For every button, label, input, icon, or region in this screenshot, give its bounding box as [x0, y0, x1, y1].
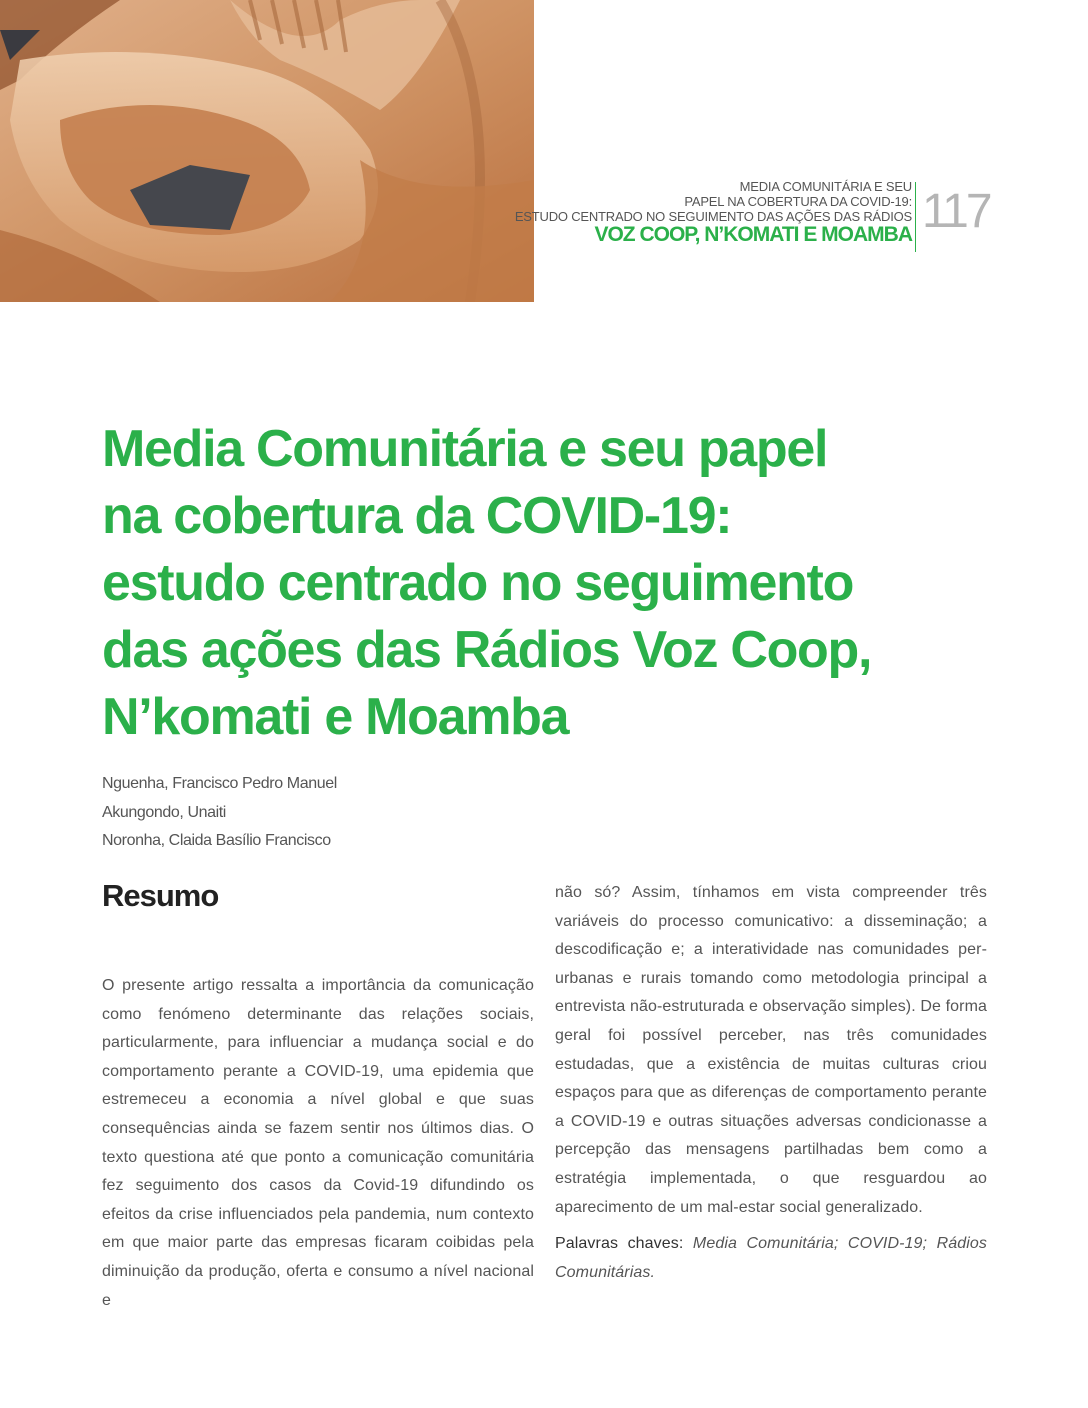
- running-head-line-1: MEDIA COMUNITÁRIA E SEU: [739, 179, 912, 194]
- keywords-label: Palavras chaves:: [555, 1235, 684, 1253]
- title-line-5: N’komati e Moamba: [102, 688, 569, 746]
- author-name: Noronha, Claida Basílio Francisco: [102, 832, 331, 849]
- title-line-2: na cobertura da COVID-19:: [102, 487, 732, 545]
- abstract-column-right: [555, 879, 987, 1287]
- keywords-values: Media Comunitária; COVID-19; Rádios Comunitárias.: [555, 1235, 987, 1281]
- title-line-4: das ações das Rádios Voz Coop,: [102, 621, 872, 679]
- keywords-line: [555, 1230, 987, 1287]
- running-head-highlight: VOZ COOP, N’KOMATI E MOAMBA: [594, 223, 912, 246]
- article-title: [102, 416, 1002, 751]
- running-head-divider: [915, 182, 916, 252]
- abstract-paragraph-left: O presente artigo ressalta a importância da comunicação como fenómeno determinante das relações sociais, particularmente, para influenciar a mudança social e do comportamento perante a COVID-19, uma epidemia que estremeceu a economia a nível global e que suas consequências ainda se fazem sentir nos últimos dias. O texto questiona até que ponto a comunicação comunitária fez seguimento dos casos da Covid-19 difundindo os efeitos da crise influenciados pela pandemia, num contexto em que maior parte das empresas ficaram coibidas pela diminuição da produção, oferta e consumo a nível nacional e: [102, 977, 534, 1309]
- author-name: Akungondo, Unaiti: [102, 803, 226, 821]
- abstract-heading: Resumo: [102, 878, 219, 913]
- author-list: [102, 770, 337, 856]
- cover-artwork-image: [0, 0, 534, 302]
- running-head: [352, 179, 912, 246]
- abstract-column-left: [102, 972, 534, 1315]
- running-head-line-3: ESTUDO CENTRADO NO SEGUIMENTO DAS AÇÕES DAS RÁDIOS: [514, 209, 912, 224]
- title-line-1: Media Comunitária e seu papel: [102, 420, 828, 478]
- running-head-line-2: PAPEL NA COBERTURA DA COVID-19:: [684, 194, 912, 209]
- abstract-paragraph-right: não só? Assim, tínhamos em vista compreender três variáveis do processo comunicativo: a disseminação; a descodificação e; a interatividade nas comunidades per-urbanas e rurais tomando como metodologia principal a entrevista não-estruturada e observação simples). De forma geral foi possível perceber, nas três comunidades estudadas, que a existência de muitas culturas criou espaços para que as diferenças de comportamento perante a COVID-19 e outras situações adversas condicionasse a percepção das mensagens partilhadas bem como a estratégia implementada, o que resguardou ao aparecimento de um mal-estar social generalizado.: [555, 884, 987, 1216]
- title-line-3: estudo centrado no seguimento: [102, 554, 854, 612]
- page-number: 117: [922, 185, 990, 238]
- author-name: Nguenha, Francisco Pedro Manuel: [102, 775, 337, 792]
